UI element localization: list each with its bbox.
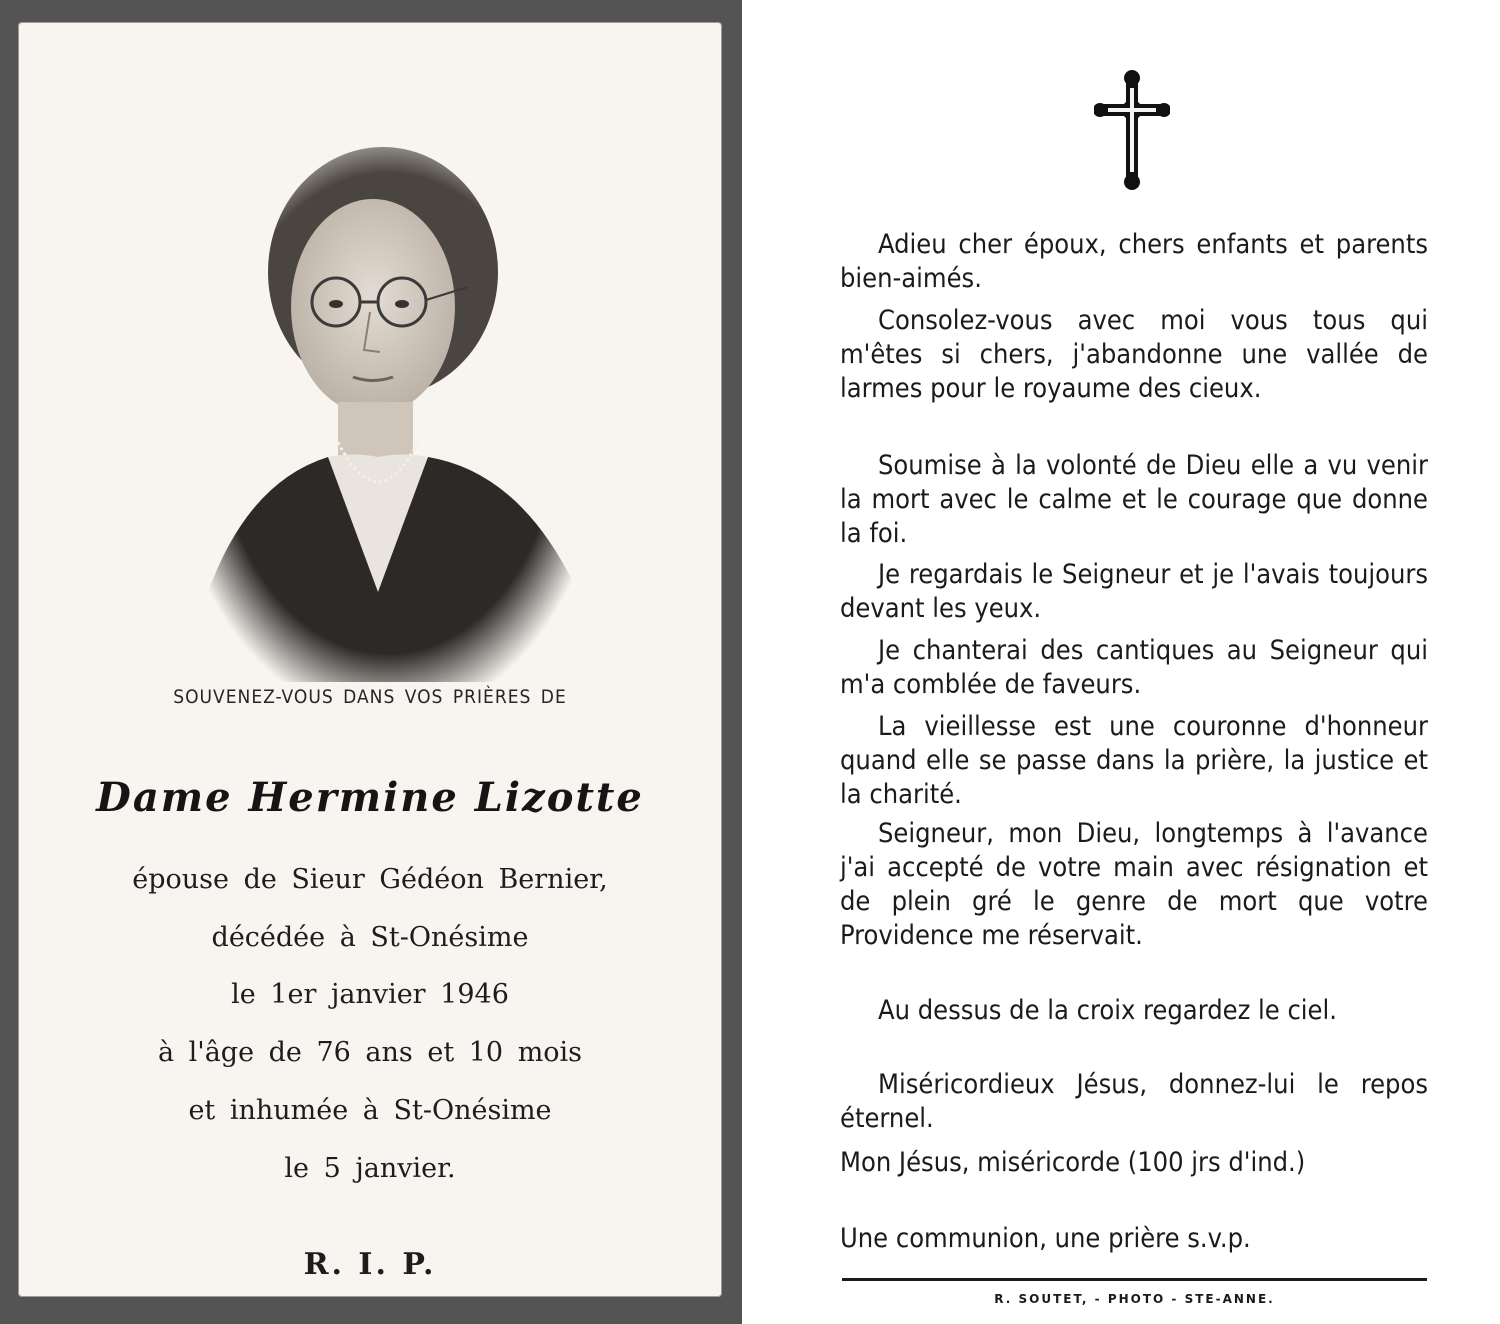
paragraph-text: Soumise à la volonté de Dieu elle a vu venir la mort avec le calme et le courage que donne la foi. [840,450,1428,549]
memorial-card-front [18,22,722,1297]
paragraph-text: Seigneur, mon Dieu, longtemps à l'avance j'ai accepté de votre main avec résignation et de plein gré le genre de mort que votre Providence me réservait. [840,818,1428,951]
age-line: à l'âge de 76 ans et 10 mois [157,1037,583,1068]
spouse-line: épouse de Sieur Gédéon Bernier, [132,864,608,895]
paragraph-text: Je chanterai des cantiques au Seigneur qui m'a comblée de faveurs. [840,635,1428,700]
paragraph-text: Consolez-vous avec moi vous tous qui m'êtes si chers, j'abandonne une vallée de larmes pour le royaume des cieux. [840,305,1428,404]
paragraph-text: Miséricordieux Jésus, donnez-lui le repos éternel. [840,1069,1428,1134]
deceased-name: Dame Hermine Lizotte [96,774,644,821]
paragraph-consolation [840,304,1428,406]
paragraph-text: Mon Jésus, miséricorde (100 jrs d'ind.) [840,1147,1306,1178]
burial-date-line: le 5 janvier. [284,1153,456,1184]
paragraph-indulgence [840,1146,1428,1180]
paragraph-canticles [840,634,1428,702]
rip-text: R. I. P. [303,1247,437,1282]
paragraph-text: Une communion, une prière s.v.p. [840,1223,1251,1254]
paragraph-request [840,1222,1428,1256]
paragraph-lord [840,558,1428,626]
paragraph-farewell [840,228,1428,296]
paragraph-cross [840,994,1428,1028]
photographer-credit: R. SOUTET, - PHOTO - STE-ANNE. [994,1292,1275,1306]
paragraph-acceptance [840,817,1428,953]
paragraph-submission [840,449,1428,551]
remember-heading: SOUVENEZ-VOUS DANS VOS PRIÈRES DE [173,686,567,708]
paragraph-text: La vieillesse est une couronne d'honneur quand elle se passe dans la prière, la justice et la charité. [840,711,1428,810]
paragraph-text: Adieu cher époux, chers enfants et parents bien-aimés. [840,229,1428,294]
burial-place-line: et inhumée à St-Onésime [188,1095,552,1126]
paragraph-text: Je regardais le Seigneur et je l'avais toujours devant les yeux. [840,559,1428,624]
paragraph-mercy [840,1068,1428,1136]
death-place-line: décédée à St-Onésime [211,922,529,953]
death-date-line: le 1er janvier 1946 [231,979,509,1010]
footer-divider [842,1278,1427,1281]
paragraph-text: Au dessus de la croix regardez le ciel. [878,995,1337,1026]
cross-icon [1094,70,1170,190]
portrait-photo [188,122,588,682]
paragraph-old-age [840,710,1428,812]
